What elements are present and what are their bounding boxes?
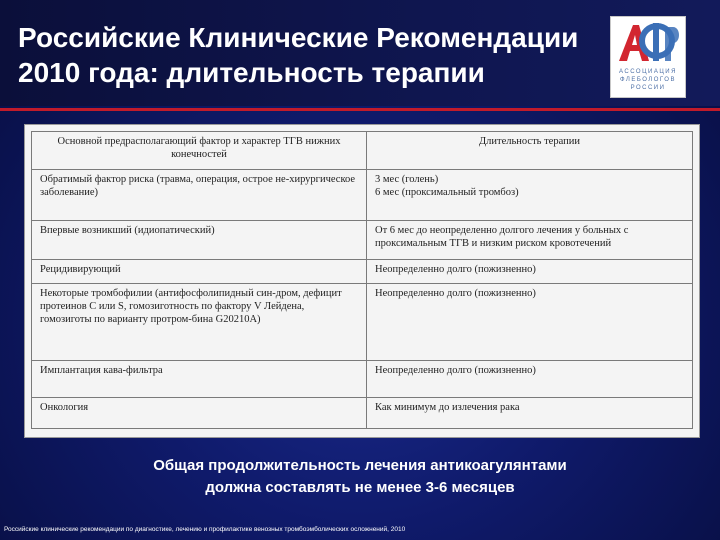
table-row xyxy=(32,361,693,398)
logo-text-line1: АССОЦИАЦИЯ xyxy=(619,69,677,75)
factor-cell: Впервые возникший (идиопатический) xyxy=(32,221,367,260)
logo-text-line3: РОССИИ xyxy=(630,85,666,91)
therapy-duration-table-panel xyxy=(24,124,700,438)
factor-cell: Онкология xyxy=(32,398,367,429)
table-row xyxy=(32,260,693,284)
source-citation: Российские клинические рекомендации по диагностике, лечению и профилактике венозных тромбоэмболических осложнений, 2010 xyxy=(4,526,406,533)
duration-line: 3 мес (голень) xyxy=(375,174,439,185)
logo-text-line2: ФЛЕБОЛОГОВ xyxy=(620,77,676,83)
table-row xyxy=(32,221,693,260)
therapy-duration-table xyxy=(31,131,693,429)
header-duration: Длительность терапии xyxy=(367,132,693,170)
association-logo xyxy=(610,16,686,98)
duration-cell xyxy=(367,170,693,221)
logo-mark-icon xyxy=(615,21,681,65)
table-row xyxy=(32,170,693,221)
slide-title-line2: 2010 года: длительность терапии xyxy=(18,57,485,88)
conclusion-line1: Общая продолжительность лечения антикоагулянтами xyxy=(153,457,567,474)
factor-cell: Некоторые тромбофилии (антифосфолипидный син-дром, дефицит протеинов С или S, гомозиготность по фактору V Лейдена, гомозиготы по варианту протром-бина G20210A) xyxy=(32,284,367,361)
table-header-row xyxy=(32,132,693,170)
duration-line: 6 мес (проксимальный тромбоз) xyxy=(375,187,519,198)
slide-title xyxy=(18,20,588,90)
title-divider xyxy=(0,108,720,111)
table-row xyxy=(32,284,693,361)
conclusion-line2: должна составлять не менее 3-6 месяцев xyxy=(205,479,515,496)
duration-cell: Неопределенно долго (пожизненно) xyxy=(367,260,693,284)
table-row xyxy=(32,398,693,429)
factor-cell: Имплантация кава-фильтра xyxy=(32,361,367,398)
factor-cell: Обратимый фактор риска (травма, операция, острое не-хирургическое заболевание) xyxy=(32,170,367,221)
factor-cell: Рецидивирующий xyxy=(32,260,367,284)
duration-cell: Неопределенно долго (пожизненно) xyxy=(367,361,693,398)
slide-title-line1: Российские Клинические Рекомендации xyxy=(18,22,579,53)
duration-cell: От 6 мес до неопределенно долгого лечения у больных с проксимальным ТГВ и низким риском кровотечений xyxy=(367,221,693,260)
duration-cell: Как минимум до излечения рака xyxy=(367,398,693,429)
duration-cell: Неопределенно долго (пожизненно) xyxy=(367,284,693,361)
conclusion-text xyxy=(60,455,660,499)
header-factor: Основной предрасполагающий фактор и характер ТГВ нижних конечностей xyxy=(32,132,367,170)
